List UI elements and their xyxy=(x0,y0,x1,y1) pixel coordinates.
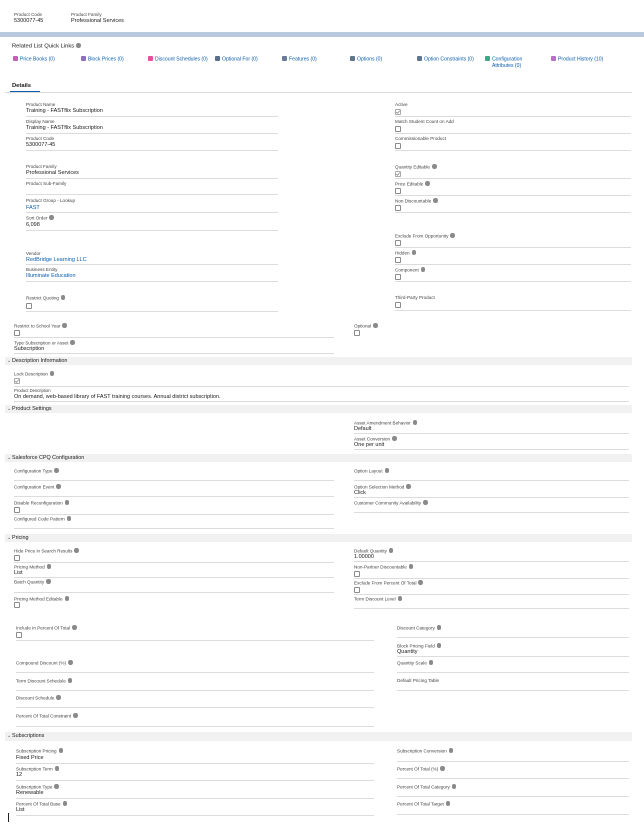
subscription-conversion-label xyxy=(397,748,453,754)
third-party-checkbox[interactable] xyxy=(395,302,401,308)
non-partner-label xyxy=(354,564,413,570)
quicklink-label: Block Prices (0) xyxy=(88,56,124,63)
restrict-school-year-label xyxy=(14,323,67,329)
configured-code-pattern-label xyxy=(14,516,71,522)
component-label xyxy=(395,267,425,273)
header-family-value: Professional Services xyxy=(71,18,124,24)
hide-price-checkbox[interactable] xyxy=(14,555,20,561)
percent-total-constraint-label-text: Percent Of Total Constraint xyxy=(16,713,72,719)
quicklink-configuration-attributes[interactable] xyxy=(485,56,522,69)
chevron-down-icon: ⌄ xyxy=(7,358,12,364)
info-icon xyxy=(423,500,428,505)
lock-description-label-text: Lock Description xyxy=(14,371,48,377)
quicklink-block-prices[interactable] xyxy=(81,56,124,63)
percent-base-label-text: Percent Of Total Base xyxy=(16,801,61,807)
info-icon xyxy=(452,784,457,789)
check-icon xyxy=(395,109,401,115)
quicklink-label: Product History (10) xyxy=(558,56,604,63)
header-band xyxy=(0,32,644,37)
hide-price-label xyxy=(14,548,79,554)
info-icon xyxy=(373,323,378,328)
hidden-label-text: Hidden xyxy=(395,250,410,256)
section-title: Salesforce CPQ Configuration xyxy=(12,455,85,461)
info-icon xyxy=(67,516,72,521)
block-price-icon xyxy=(81,56,86,61)
configuration-event-label xyxy=(14,484,61,490)
info-icon xyxy=(413,420,418,425)
info-icon xyxy=(65,500,70,505)
subscription-term-label xyxy=(16,766,59,772)
pricing-method-editable-checkbox[interactable] xyxy=(14,602,20,608)
product-history-icon xyxy=(551,56,556,61)
info-icon xyxy=(70,340,75,345)
disable-reconfiguration-checkbox[interactable] xyxy=(14,507,20,513)
quick-links-title-text: Related List Quick Links xyxy=(12,43,75,50)
display-name-label: Display Name xyxy=(26,119,55,124)
vendor-label: Vendor xyxy=(26,251,41,256)
vendor-link[interactable]: RedBridge Learning LLC xyxy=(26,257,87,263)
discount-schedule-label xyxy=(16,695,61,701)
commissionable-checkbox[interactable] xyxy=(395,143,401,149)
quantity-scale-label-text: Quantity Scale xyxy=(397,660,427,666)
option-constraints-icon xyxy=(417,56,422,61)
section-product-settings[interactable] xyxy=(5,405,632,413)
default-quantity-value: 1.00000 xyxy=(354,554,374,560)
info-icon xyxy=(409,564,414,569)
term-discount-level-label xyxy=(354,596,402,602)
section-description-information[interactable] xyxy=(5,357,632,365)
info-icon xyxy=(429,660,434,665)
option-layout-label-text: Option Layout xyxy=(354,468,383,474)
configuration-type-label xyxy=(14,468,59,474)
header-family-label: Product Family xyxy=(71,12,102,17)
product-description-value: On demand, web-based library of FAST training courses. Annual district subscription. xyxy=(14,394,221,400)
discount-schedule-icon xyxy=(148,56,153,61)
quicklink-option-constraints[interactable] xyxy=(417,56,474,63)
configuration-event-label-text: Configuration Event xyxy=(14,484,55,490)
term-discount-schedule-label xyxy=(16,678,72,684)
discount-category-label-text: Discount Category xyxy=(397,625,435,631)
check-icon xyxy=(14,378,20,384)
exclude-percent-checkbox[interactable] xyxy=(354,587,360,593)
lock-description-label xyxy=(14,371,54,377)
hidden-checkbox[interactable] xyxy=(395,257,401,263)
info-icon xyxy=(450,233,455,238)
info-icon xyxy=(46,579,51,584)
match-student-label: Match Student Count on Add xyxy=(395,119,454,124)
product-group-link[interactable]: FAST xyxy=(26,205,40,211)
info-icon xyxy=(76,43,81,48)
quicklink-optional-for[interactable] xyxy=(215,56,258,63)
info-icon xyxy=(385,468,390,473)
quicklink-discount-schedules[interactable] xyxy=(148,56,208,63)
product-sub-family-label: Product Sub-Family xyxy=(26,181,67,186)
quicklink-label: Features (0) xyxy=(289,56,317,63)
term-discount-schedule-label-text: Term Discount Schedule xyxy=(16,678,66,684)
text-cursor xyxy=(8,813,9,822)
info-icon xyxy=(74,548,79,553)
exclude-opportunity-label xyxy=(395,233,455,239)
section-cpq-configuration[interactable] xyxy=(5,454,632,462)
lock-description-checkbox[interactable] xyxy=(14,378,20,384)
configuration-type-label-text: Configuration Type xyxy=(14,468,53,474)
default-quantity-label-text: Default Quantity xyxy=(354,548,387,554)
info-icon xyxy=(432,164,437,169)
subscription-term-label-text: Subscription Term xyxy=(16,766,53,772)
sort-order-label-text: Sort Order xyxy=(26,215,48,221)
restrict-school-year-checkbox[interactable] xyxy=(14,330,20,336)
display-name-value: Training - FASTflix Subscription xyxy=(26,125,103,131)
block-pricing-value: Quantity xyxy=(397,649,418,655)
section-title: Product Settings xyxy=(12,406,52,412)
non-partner-checkbox[interactable] xyxy=(354,571,360,577)
price-editable-checkbox[interactable] xyxy=(395,188,401,194)
product-code-label: Product Code xyxy=(26,136,55,141)
subscription-type-label-text: Subscription Type xyxy=(16,784,53,790)
quantity-editable-label xyxy=(395,164,437,170)
info-icon xyxy=(54,784,59,789)
section-title: Subscriptions xyxy=(12,733,45,739)
asset-conversion-label-text: Asset Conversion xyxy=(354,436,391,442)
discount-schedule-label-text: Discount Schedule xyxy=(16,695,55,701)
section-subscriptions[interactable] xyxy=(5,732,632,741)
optional-checkbox[interactable] xyxy=(354,330,360,336)
info-icon xyxy=(50,371,55,376)
features-icon xyxy=(282,56,287,61)
compound-discount-label-text: Compound Discount (%) xyxy=(16,660,67,666)
quantity-editable-label-text: Quantity Editable xyxy=(395,164,430,170)
quicklink-label: Options (0) xyxy=(357,56,383,63)
disable-reconfiguration-label-text: Disable Reconfiguration xyxy=(14,500,63,506)
info-icon xyxy=(54,468,59,473)
business-entity-link[interactable]: Illuminate Education xyxy=(26,273,76,279)
non-discountable-checkbox[interactable] xyxy=(395,205,401,211)
quicklink-label: Price Books (0) xyxy=(20,56,55,63)
quicklink-options[interactable] xyxy=(350,56,382,63)
info-icon xyxy=(392,436,397,441)
subscription-conversion-label-text: Subscription Conversion xyxy=(397,748,447,754)
block-pricing-label-text: Block Pricing Field xyxy=(397,643,435,649)
info-icon xyxy=(59,748,64,753)
header-code-value: 5300077-45 xyxy=(14,18,44,24)
chevron-down-icon: ⌄ xyxy=(7,455,12,461)
restrict-school-year-label-text: Restrict to School Year xyxy=(14,323,61,329)
header-code-label: Product Code xyxy=(14,12,43,17)
info-icon xyxy=(433,198,438,203)
third-party-label: Third-Party Product xyxy=(395,295,435,300)
component-label-text: Component xyxy=(395,267,419,273)
term-discount-level-label-text: Term Discount Level xyxy=(354,596,396,602)
option-selection-value: Click xyxy=(354,490,366,496)
configured-code-pattern-label-text: Configured Code Pattern xyxy=(14,516,65,522)
percent-total-label-text: Percent Of Total (%) xyxy=(397,766,439,772)
quicklink-label-line2: Attributes (0) xyxy=(492,62,522,69)
percent-target-label-text: Percent Of Total Target xyxy=(397,801,444,807)
check-icon xyxy=(395,171,401,177)
quick-links-title xyxy=(12,43,81,51)
tab-details[interactable]: Details xyxy=(12,83,32,89)
asset-amendment-label-text: Asset Amendment Behavior xyxy=(354,420,411,426)
non-discountable-label xyxy=(395,198,438,204)
community-availability-label-text: Customer Community Availability xyxy=(354,500,422,506)
discount-category-label xyxy=(397,625,441,631)
quicklink-features[interactable] xyxy=(282,56,317,63)
batch-quantity-label-text: Batch Quantity xyxy=(14,579,45,585)
percent-category-label-text: Percent Of Total Category xyxy=(397,784,450,790)
type-label-text: Type Subscription or Asset xyxy=(14,340,69,346)
component-checkbox[interactable] xyxy=(395,274,401,280)
optional-label xyxy=(354,323,378,329)
batch-quantity-label xyxy=(14,579,51,585)
exclude-percent-label-text: Exclude From Percent Of Total xyxy=(354,580,417,586)
compound-discount-label xyxy=(16,660,73,666)
asset-conversion-value: One per unit xyxy=(354,442,385,448)
subscription-pricing-label xyxy=(16,748,63,754)
quicklink-label: Configuration xyxy=(492,56,523,63)
active-checkbox[interactable] xyxy=(395,109,401,115)
option-selection-label-text: Option Selection Method xyxy=(354,484,405,490)
options-icon xyxy=(350,56,355,61)
pricing-method-label-text: Pricing Method xyxy=(14,564,45,570)
type-value: Subscription xyxy=(14,346,45,352)
product-family-label: Product Family xyxy=(26,164,57,169)
quantity-editable-checkbox[interactable] xyxy=(395,171,401,177)
include-percent-label-text: Include In Percent Of Total xyxy=(16,625,71,631)
info-icon xyxy=(62,323,67,328)
info-icon xyxy=(55,766,60,771)
pricing-method-value: List xyxy=(14,570,23,576)
info-icon xyxy=(425,181,430,186)
restrict-quoting-label xyxy=(26,295,65,301)
price-editable-label xyxy=(395,181,430,187)
pricing-method-editable-label-text: Pricing Method Editable xyxy=(14,596,63,602)
subscription-type-value: Renewable xyxy=(16,790,44,796)
price-book-icon xyxy=(13,56,18,61)
restrict-quoting-checkbox[interactable] xyxy=(26,303,32,309)
price-editable-label-text: Price Editable xyxy=(395,181,424,187)
quicklink-label: Discount Schedules (0) xyxy=(155,56,208,63)
info-icon xyxy=(398,596,403,601)
quicklink-product-history[interactable] xyxy=(551,56,603,63)
match-student-checkbox[interactable] xyxy=(395,126,401,132)
info-icon xyxy=(440,766,445,771)
info-icon xyxy=(65,596,70,601)
percent-category-label xyxy=(397,784,456,790)
quicklink-label: Option Constraints (0) xyxy=(424,56,474,63)
active-label: Active xyxy=(395,102,408,107)
subscription-pricing-label-text: Subscription Pricing xyxy=(16,748,57,754)
info-icon xyxy=(73,713,78,718)
quicklink-price-books[interactable] xyxy=(13,56,55,63)
section-title: Pricing xyxy=(12,535,29,541)
chevron-down-icon: ⌄ xyxy=(7,733,12,739)
optional-for-icon xyxy=(215,56,220,61)
info-icon xyxy=(47,564,52,569)
chevron-down-icon: ⌄ xyxy=(7,406,12,412)
asset-amendment-value: Default xyxy=(354,426,372,432)
quantity-scale-label xyxy=(397,660,433,666)
chevron-down-icon: ⌄ xyxy=(7,535,12,541)
optional-label-text: Optional xyxy=(354,323,372,329)
info-icon xyxy=(446,801,451,806)
info-icon xyxy=(49,215,54,220)
disable-reconfiguration-label xyxy=(14,500,69,506)
quicklink-label: Optional For (0) xyxy=(222,56,258,63)
info-icon xyxy=(72,625,77,630)
info-icon xyxy=(418,580,423,585)
section-title: Description Information xyxy=(12,358,68,364)
commissionable-label: Commissionable Product xyxy=(395,136,447,141)
info-icon xyxy=(437,625,442,630)
info-icon xyxy=(68,678,73,683)
exclude-opportunity-label-text: Exclude From Opportunity xyxy=(395,233,449,239)
restrict-quoting-label-text: Restrict Quoting xyxy=(26,295,59,301)
info-icon xyxy=(389,548,394,553)
business-entity-label: Business Entity xyxy=(26,267,58,272)
hide-price-label-text: Hide Price in Search Results xyxy=(14,548,73,554)
info-icon xyxy=(406,484,411,489)
percent-base-value: List xyxy=(16,807,25,813)
sort-order-value: 6,098 xyxy=(26,222,40,228)
non-partner-label-text: Non-Partner Discountable xyxy=(354,564,407,570)
subscription-pricing-value: Fixed Price xyxy=(16,755,44,761)
community-availability-label xyxy=(354,500,428,506)
product-code-value: 5300077-45 xyxy=(26,142,56,148)
info-icon xyxy=(421,267,426,272)
info-icon xyxy=(68,660,73,665)
configuration-attributes-icon xyxy=(485,56,490,61)
percent-target-label xyxy=(397,801,450,807)
default-pricing-table-label: Default Pricing Table xyxy=(397,678,440,683)
product-group-label: Product Group - Lookup xyxy=(26,198,76,203)
exclude-percent-label xyxy=(354,580,423,586)
info-icon xyxy=(437,643,442,648)
exclude-opportunity-checkbox[interactable] xyxy=(395,240,401,246)
sort-order-label xyxy=(26,215,54,221)
product-name-value: Training - FASTflix Subscription xyxy=(26,108,103,114)
non-discountable-label-text: Non Discountable xyxy=(395,198,432,204)
product-name-label: Product Name xyxy=(26,102,56,107)
hidden-label xyxy=(395,250,416,256)
percent-total-constraint-label xyxy=(16,713,78,719)
include-percent-checkbox[interactable] xyxy=(16,632,22,638)
include-percent-label xyxy=(16,625,77,631)
info-icon xyxy=(56,484,61,489)
product-description-label: Product Description xyxy=(14,388,51,393)
info-icon xyxy=(61,295,66,300)
info-icon xyxy=(449,748,454,753)
info-icon xyxy=(63,801,68,806)
pricing-method-editable-label xyxy=(14,596,69,602)
section-pricing[interactable] xyxy=(5,534,632,542)
info-icon xyxy=(412,250,417,255)
subscription-term-value: 12 xyxy=(16,772,23,778)
product-family-value: Professional Services xyxy=(26,170,79,176)
info-icon xyxy=(56,695,61,700)
option-layout-label xyxy=(354,468,389,474)
percent-total-label xyxy=(397,766,445,772)
